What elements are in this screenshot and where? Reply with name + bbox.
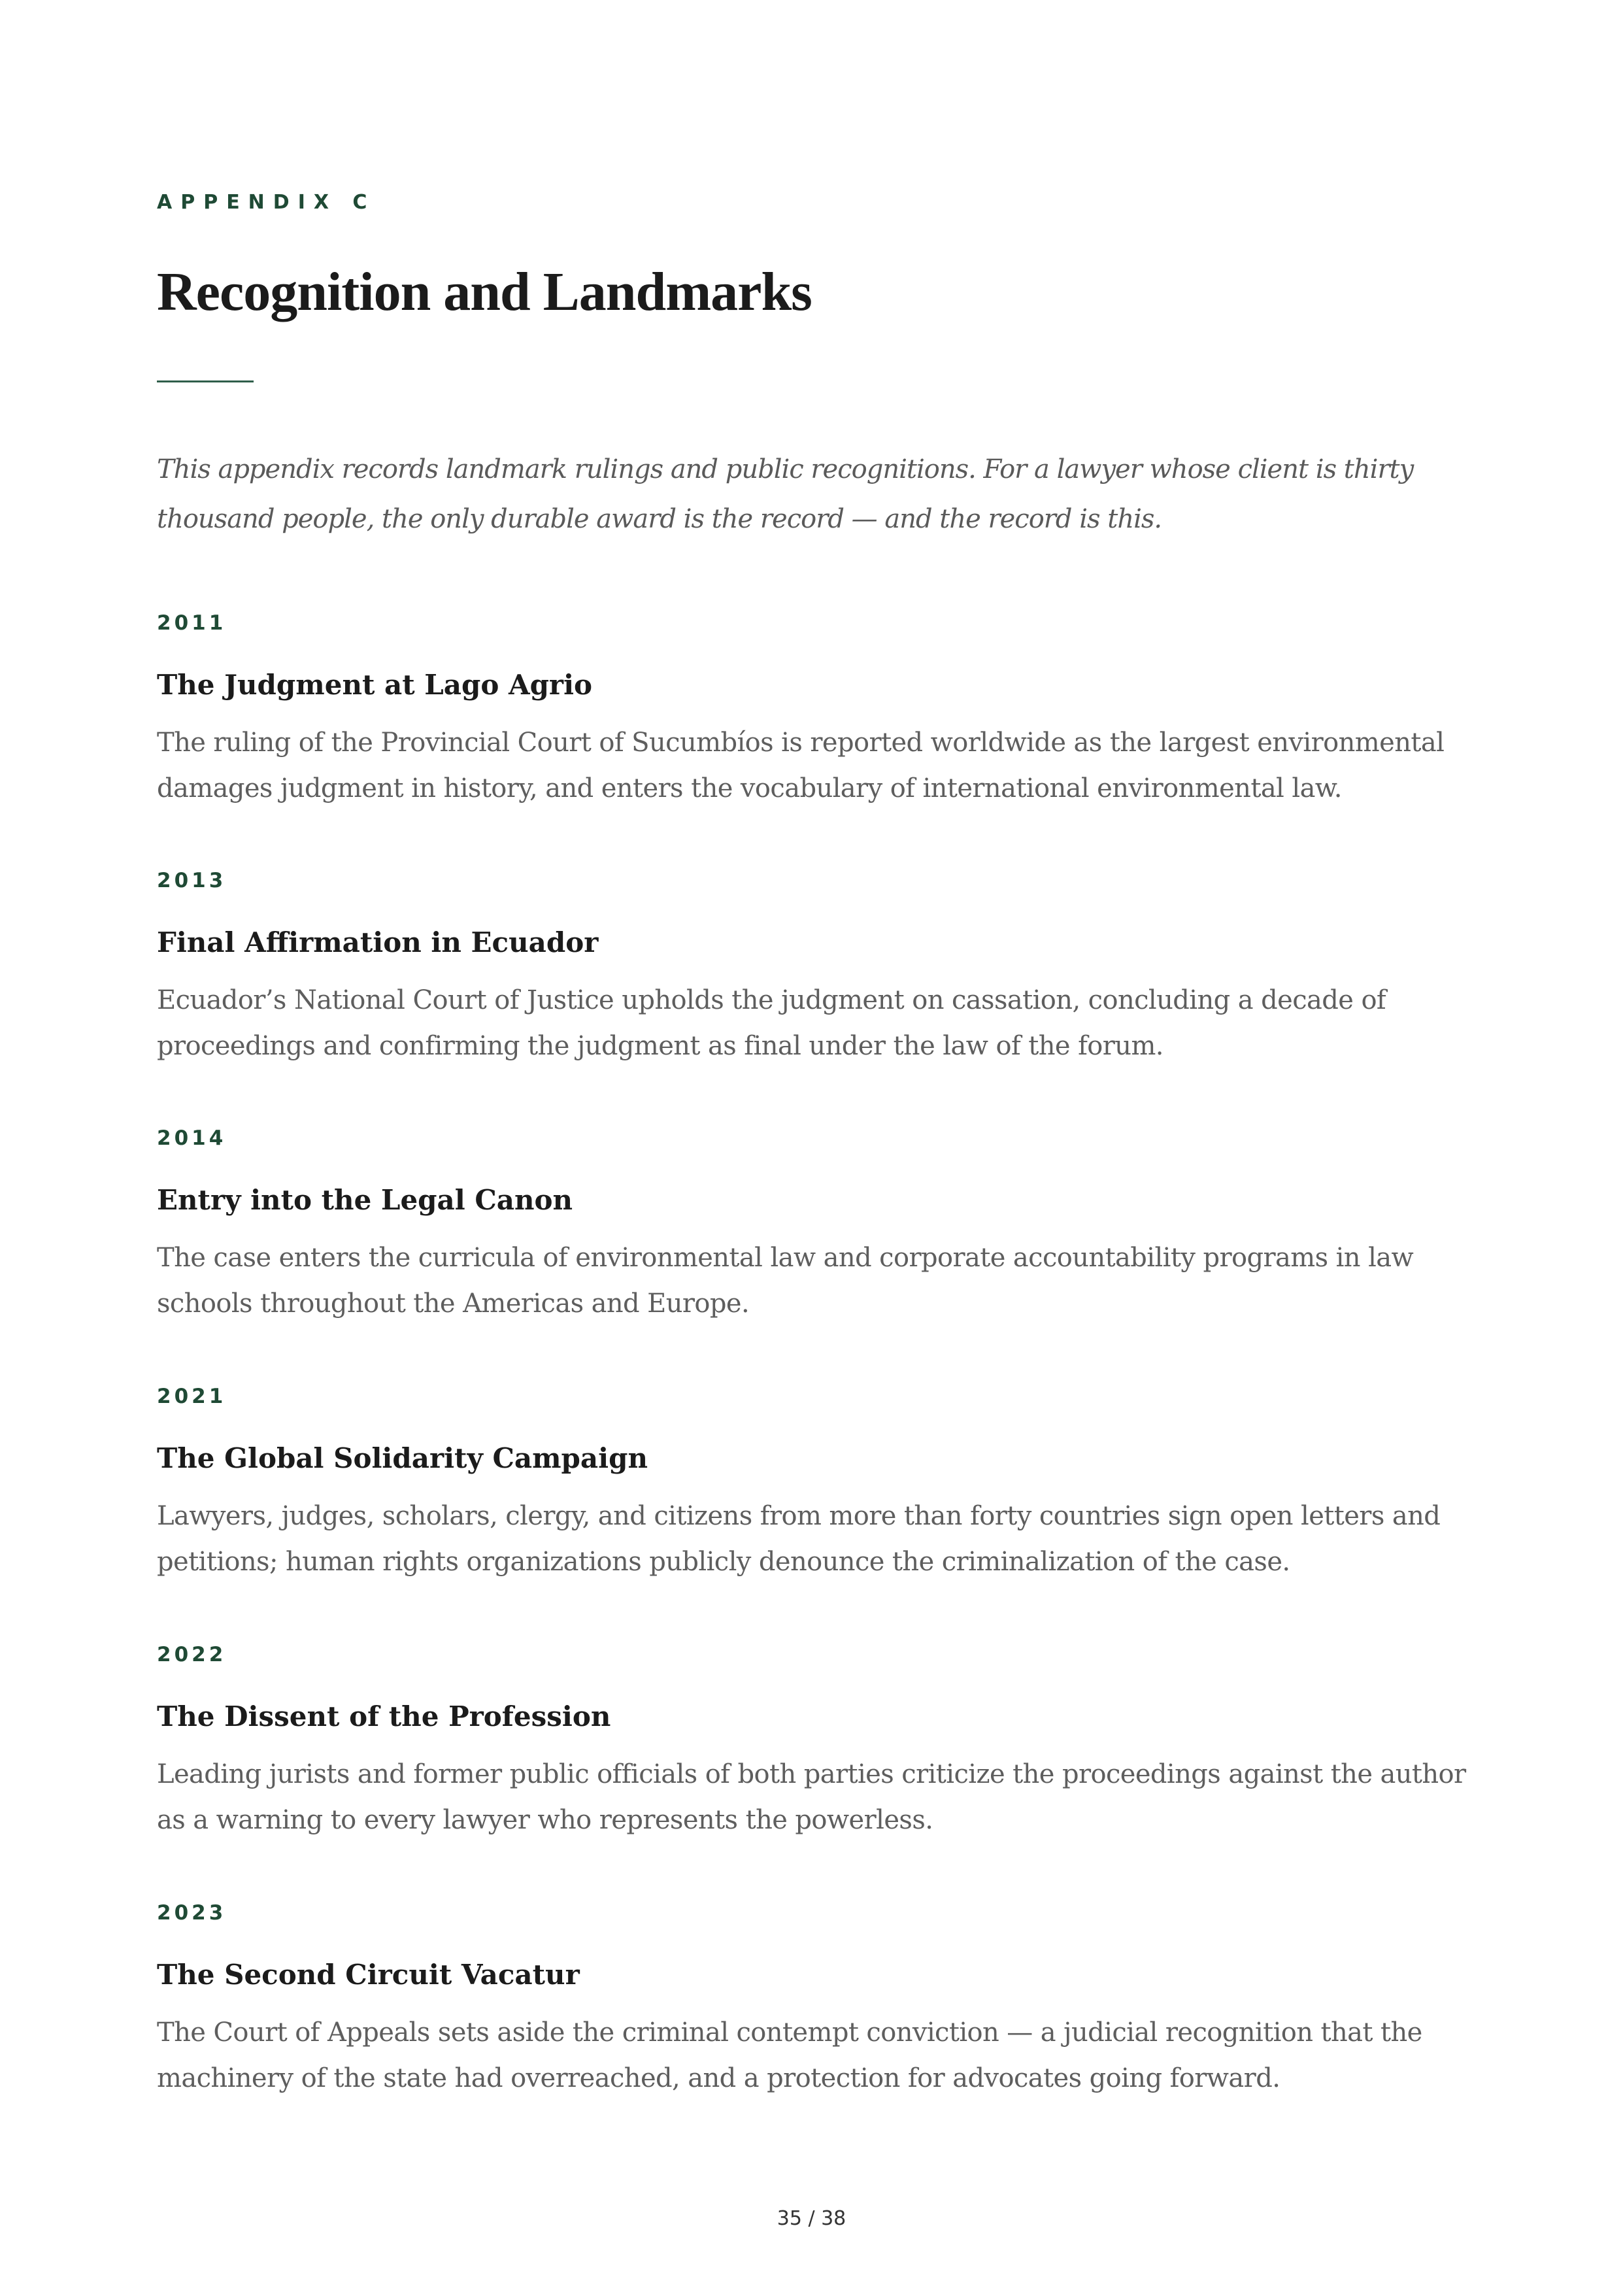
entry-title: The Dissent of the Profession xyxy=(157,1700,611,1732)
entry-year: 2013 xyxy=(157,869,227,892)
entry-title: The Second Circuit Vacatur xyxy=(157,1959,580,1991)
entry-year: 2022 xyxy=(157,1643,227,1666)
entry-title: Entry into the Legal Canon xyxy=(157,1184,573,1216)
entry-body: Lawyers, judges, scholars, clergy, and citizens from more than forty countries sign open letters and petitions; human rights organizations publicly denounce the criminalization of the case. xyxy=(157,1501,1441,1577)
entry-year: 2011 xyxy=(157,611,227,635)
appendix-label: APPENDIX C xyxy=(157,191,376,214)
entry-body: The case enters the curricula of environmental law and corporate accountability programs in law schools throughout the Americas and Europe. xyxy=(157,1243,1414,1319)
entry-year: 2014 xyxy=(157,1126,227,1150)
timeline-entry xyxy=(157,1125,1471,1319)
entry-title: Final Affirmation in Ecuador xyxy=(157,926,599,958)
page-title: Recognition and Landmarks xyxy=(157,262,812,322)
timeline-entry xyxy=(157,1900,1471,2093)
title-divider xyxy=(157,380,254,382)
entry-year: 2021 xyxy=(157,1385,227,1408)
timeline-entry xyxy=(157,610,1471,803)
entry-body: Leading jurists and former public officials of both parties criticize the proceedings against the author as a warning to every lawyer who represents the powerless. xyxy=(157,1759,1466,1835)
timeline-entry xyxy=(157,1642,1471,1835)
entry-body: The ruling of the Provincial Court of Sucumbíos is reported worldwide as the largest environmental damages judgment in history, and enters the vocabulary of international environmental law. xyxy=(157,728,1445,803)
page-number: 35 / 38 xyxy=(777,2207,846,2230)
entry-title: The Judgment at Lago Agrio xyxy=(157,669,593,701)
entry-body: Ecuador’s National Court of Justice upholds the judgment on cassation, concluding a decade of proceedings and confirming the judgment as final under the law of the forum. xyxy=(157,985,1386,1061)
timeline-entry xyxy=(157,868,1471,1061)
entry-year: 2023 xyxy=(157,1901,227,1925)
intro-paragraph: This appendix records landmark rulings and public recognitions. For a lawyer whose client is thirty thousand people, the only durable award is the record — and the record is this. xyxy=(157,454,1414,534)
entry-body: The Court of Appeals sets aside the criminal contempt conviction — a judicial recognition that the machinery of the state had overreached, and a protection for advocates going forward. xyxy=(157,2017,1422,2093)
entry-title: The Global Solidarity Campaign xyxy=(157,1442,648,1474)
timeline-entry xyxy=(157,1383,1471,1577)
